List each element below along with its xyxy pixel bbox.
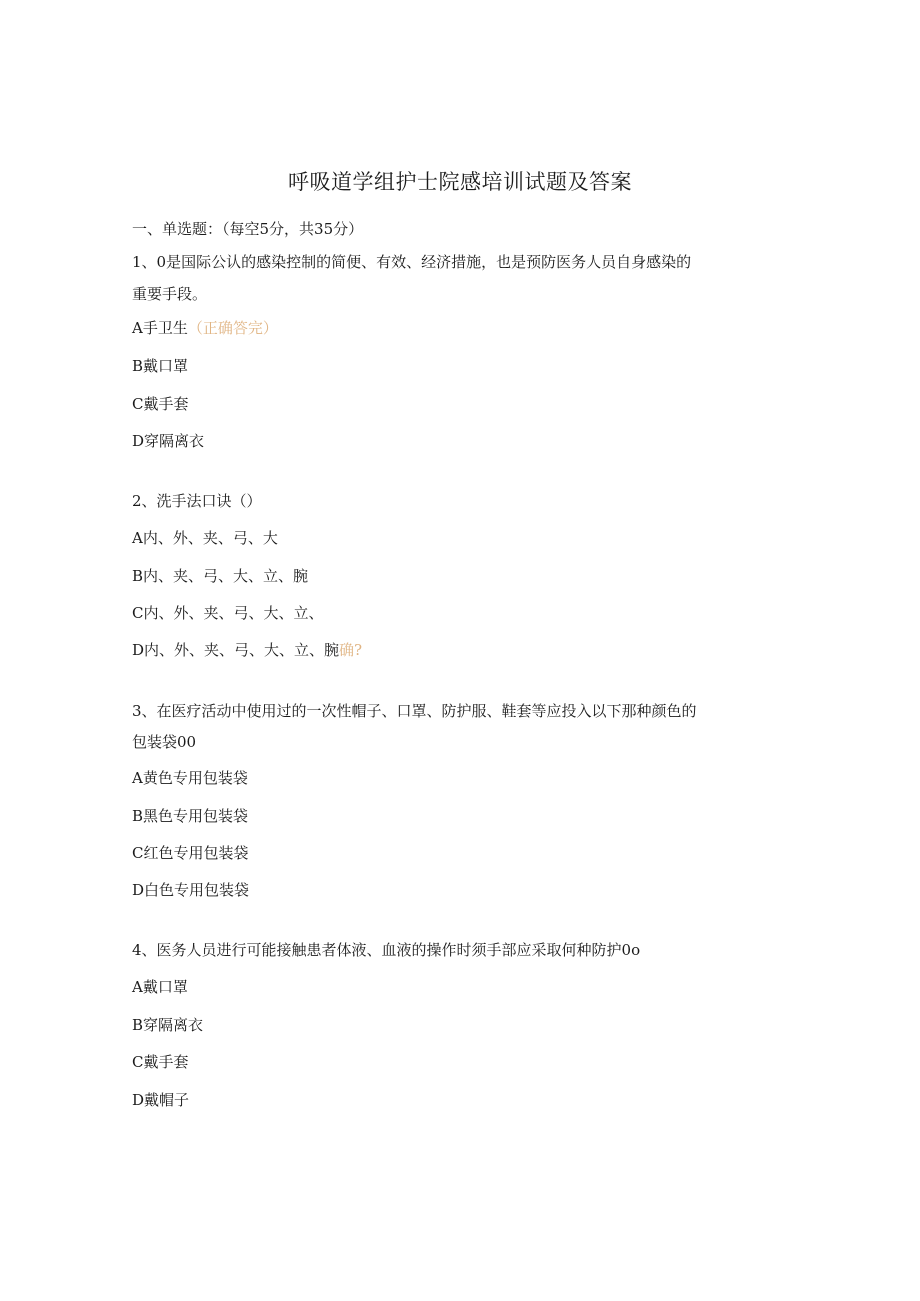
option-text: D内、外、夹、弓、大、立、腕 xyxy=(132,641,340,659)
question-2-stem-line1: 2、洗手法口诀（） xyxy=(132,492,262,510)
question-3-option-c: C红色专用包装袋 xyxy=(132,844,249,862)
question-3-option-a: A黄色专用包装袋 xyxy=(132,769,248,787)
question-3-stem-line2: 包装袋00 xyxy=(132,733,197,751)
question-4-option-a: A戴口罩 xyxy=(132,978,188,996)
question-3-option-d: D白色专用包装袋 xyxy=(132,881,250,899)
question-1-option-c: C戴手套 xyxy=(132,395,189,413)
question-1-stem-line1: 1、0是国际公认的感染控制的简便、有效、经济措施，也是预防医务人员自身感染的 xyxy=(132,253,692,271)
question-3-stem-line1: 3、在医疗活动中使用过的一次性帽子、口罩、防护服、鞋套等应投入以下那种颜色的 xyxy=(132,702,697,720)
page-title: 呼吸道学组护士院感培训试题及答案 xyxy=(288,170,632,194)
question-2-option-d xyxy=(132,640,362,660)
option-text: A手卫生 xyxy=(132,319,188,337)
question-2-option-a: A内、外、夹、弓、大 xyxy=(132,529,278,547)
question-4-option-c: C戴手套 xyxy=(132,1053,189,1071)
question-2-option-c: C内、外、夹、弓、大、立、 xyxy=(132,604,324,622)
section-header: 一、单选题：（每空5分，共35分） xyxy=(132,220,364,238)
question-1-option-d: D穿隔离衣 xyxy=(132,432,205,450)
question-2-option-b: B内、夹、弓、大、立、腕 xyxy=(132,567,309,585)
question-3-option-b: B黑色专用包装袋 xyxy=(132,807,249,825)
answer-note: （正确答完） xyxy=(187,319,278,337)
question-1-option-a xyxy=(132,318,278,338)
question-4-option-d: D戴帽子 xyxy=(132,1091,190,1109)
question-4-option-b: B穿隔离衣 xyxy=(132,1016,204,1034)
question-4-stem-line1: 4、医务人员进行可能接触患者体液、血液的操作时须手部应采取何种防护0o xyxy=(132,941,641,959)
answer-note: 确? xyxy=(339,641,363,659)
question-1-option-b: B戴口罩 xyxy=(132,357,189,375)
question-1-stem-line2: 重要手段。 xyxy=(132,285,208,303)
